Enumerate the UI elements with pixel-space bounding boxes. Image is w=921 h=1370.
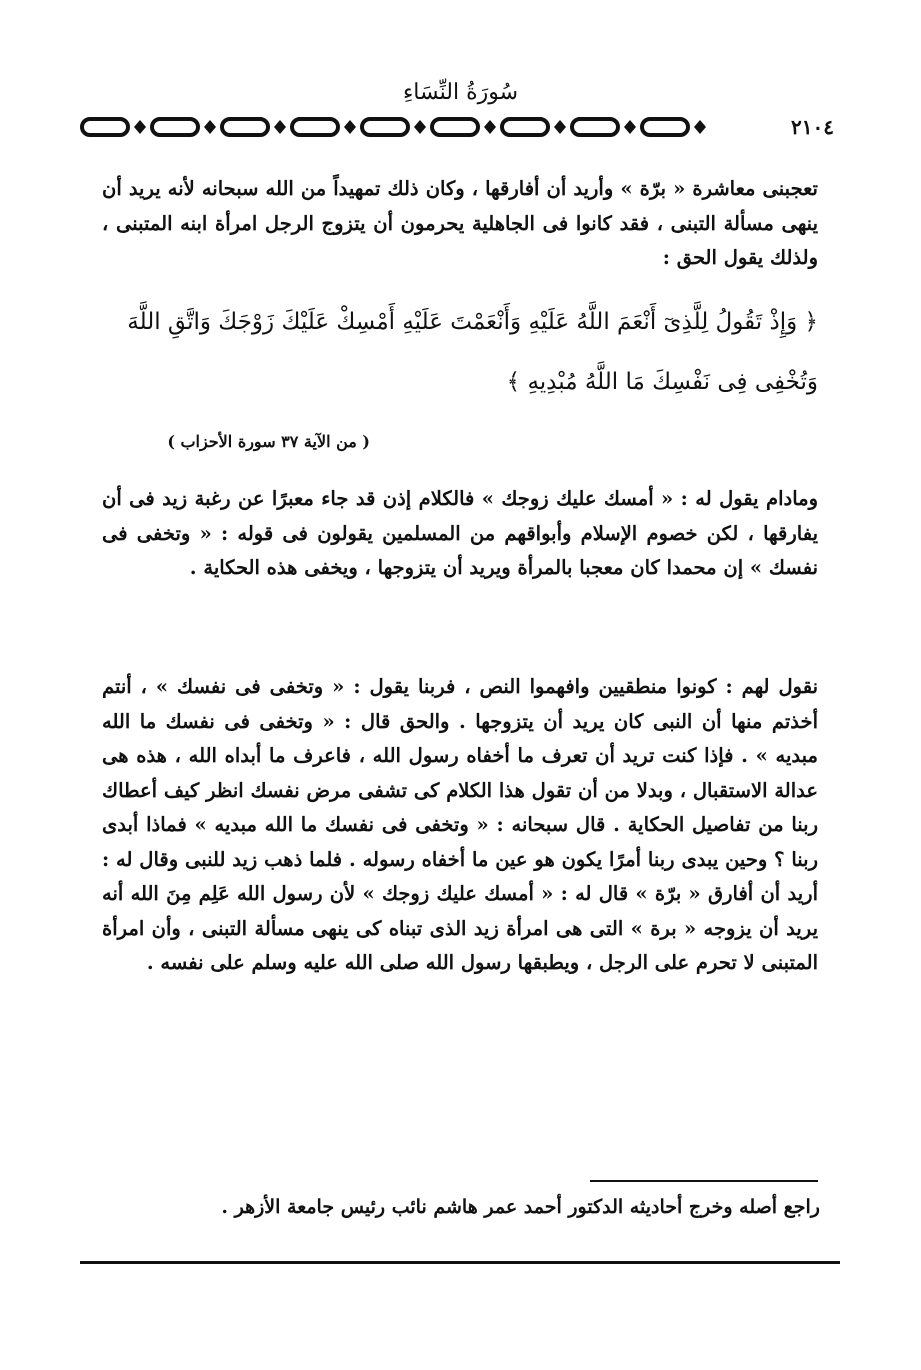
footnote: راجع أصله وخرج أحاديثه الدكتور أحمد عمر هاشم نائب رئيس جامعة الأزهر . (221, 1196, 820, 1218)
page-number: ٢١٠٤ (785, 112, 840, 142)
surah-title: سُورَةُ النِّسَاءِ (402, 80, 519, 105)
footnote-separator (590, 1180, 818, 1182)
verse-reference: ( من الآية ٣٧ سورة الأحزاب ) (167, 432, 370, 451)
ornamental-header (80, 112, 840, 142)
ornament-border-icon (80, 112, 840, 142)
quran-verse-line-2: وَتُخْفِى فِى نَفْسِكَ مَا اللَّهُ مُبْدِيهِ ﴾ (506, 369, 818, 395)
quran-verse-line-1: ﴿ وَإِذْ تَقُولُ لِلَّذِىٓ أَنْعَمَ اللَّهُ عَلَيْهِ وَأَنْعَمْتَ عَلَيْهِ أَمْسِكْ عَلَيْكَ زَوْجَكَ وَاتَّقِ اللَّهَ (127, 309, 818, 335)
bottom-rule (80, 1261, 840, 1264)
paragraph-3: نقول لهم : كونوا منطقيين وافهموا النص ، فربنا يقول : « وتخفى فى نفسك » ، أنتم أخذتم منها أن النبى كان يريد أن يتزوجها . والحق قال : « وتخفى فى نفسك ما الله مبديه » . فإذا كنت تريد أن تعرف ما أخفاه رسول الله ، فاعرف ما أبداه الله ، هذه هى عدالة الاستقبال ، وبدلا من أن تقول هذا الكلام كى تشفى مرض نفسك انظر كيف أعطاك ربنا من تفاصيل الحكاية . قال سبحانه : « وتخفى فى نفسك ما الله مبديه » فماذا أبدى ربنا ؟ وحين يبدى ربنا أمرًا يكون هو عين ما أخفاه رسوله . فلما ذهب زيد للنبى وقال له : أريد أن أفارق « برّة » قال له : « أمسك عليك زوجك » لأن رسول الله عَلِم مِنَ الله أنه يريد أن يزوجه « برة » التى هى امرأة زيد الذى تبناه كى ينهى مسألة التبنى ، وأن امرأة المتبنى لا تحرم على الرجل ، ويطبقها رسول الله صلى الله عليه وسلم على نفسه . (102, 675, 818, 974)
paragraph-2: ومادام يقول له : « أمسك عليك زوجك » فالكلام إذن قد جاء معبرًا عن رغبة زيد فى أن يفارقها ، لكن خصوم الإسلام وأبواقهم من المسلمين يقولون فى قوله : « وتخفى فى نفسك » إن محمدا كان معجبا بالمرأة ويريد أن يتزوجها ، ويخفى هذه الحكاية . (102, 487, 818, 579)
paragraph-1: تعجبنى معاشرة « برّة » وأريد أن أفارقها ، وكان ذلك تمهيداً من الله سبحانه لأنه يريد أن ينهى مسألة التبنى ، فقد كانوا فى الجاهلية يحرمون أن يتزوج الرجل امرأة ابنه المتبنى ، ولذلك يقول الحق : (102, 177, 818, 269)
